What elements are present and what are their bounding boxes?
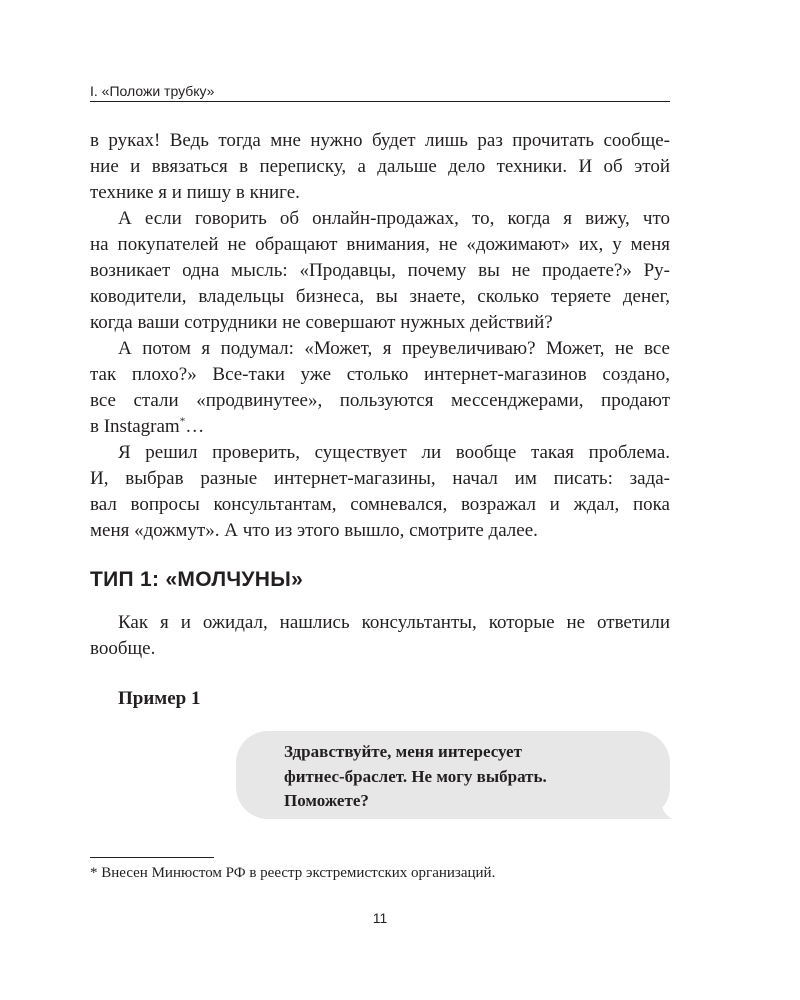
text-line xyxy=(90,414,670,440)
page-number: 11 xyxy=(372,910,388,926)
ellipsis: … xyxy=(185,416,205,437)
text-line: технике я и пишу в книге. xyxy=(90,182,300,203)
text-line: все стали «продвинутее», пользуются мессенджерами, продают xyxy=(90,390,670,411)
text-line: возникает одна мысль: «Продавцы, почему вы не продаете?» Ру- xyxy=(90,260,670,281)
message-line: Поможете? xyxy=(284,791,369,810)
footnote-marker: * xyxy=(179,415,186,428)
instagram-text: в Instagram xyxy=(90,416,180,437)
text-line: вал вопросы консультантам, сомневался, возражал и ждал, пока xyxy=(90,494,670,515)
footnote-rule xyxy=(90,857,214,858)
text-line: ководители, владельцы бизнеса, вы знаете, сколько теряете денег, xyxy=(90,286,670,307)
body-text xyxy=(90,128,670,544)
text-line: Я решил проверить, существует ли вообще такая проблема. xyxy=(118,442,670,463)
text-line: меня «дожмут». А что из этого вышло, смотрите далее. xyxy=(90,520,538,541)
text-line: так плохо?» Все-таки уже столько интернет-магазинов создано, xyxy=(90,364,670,385)
text-line: А потом я подумал: «Может, я преувеличиваю? Может, не все xyxy=(118,338,670,359)
text-line: И, выбрав разные интернет-магазины, начал им писать: зада- xyxy=(90,468,670,489)
text-line: на покупателей не обращают внимания, не «дожимают» их, у меня xyxy=(90,234,670,255)
message-line: фитнес-браслет. Не могу выбрать. xyxy=(284,766,547,786)
message-line: Здравствуйте, меня интересует xyxy=(284,742,522,761)
footnote: * Внесен Минюстом РФ в реестр экстремистских организаций. xyxy=(90,865,496,881)
text-line: ние и ввязаться в переписку, а дальше дело техники. И об этой xyxy=(90,156,670,177)
chat-message xyxy=(284,740,547,814)
text-line: в руках! Ведь тогда мне нужно будет лишь раз прочитать сообще- xyxy=(90,130,670,151)
text-line: А если говорить об онлайн-продажах, то, когда я вижу, что xyxy=(118,208,670,229)
paragraph xyxy=(90,128,670,206)
text-line: Как я и ожидал, нашлись консультанты, которые не ответили xyxy=(118,612,670,633)
chat-bubble-tail xyxy=(640,790,674,820)
paragraph xyxy=(90,336,670,440)
text-line: когда ваши сотрудники не совершают нужных действий? xyxy=(90,312,553,333)
text-line: вообще. xyxy=(90,638,156,659)
example-label: Пример 1 xyxy=(118,688,201,709)
section-intro xyxy=(90,610,670,662)
paragraph xyxy=(90,440,670,544)
paragraph xyxy=(90,206,670,336)
section-heading: ТИП 1: «МОЛЧУНЫ» xyxy=(90,568,304,591)
header-rule xyxy=(90,101,670,102)
running-title: I. «Положи трубку» xyxy=(90,83,215,99)
